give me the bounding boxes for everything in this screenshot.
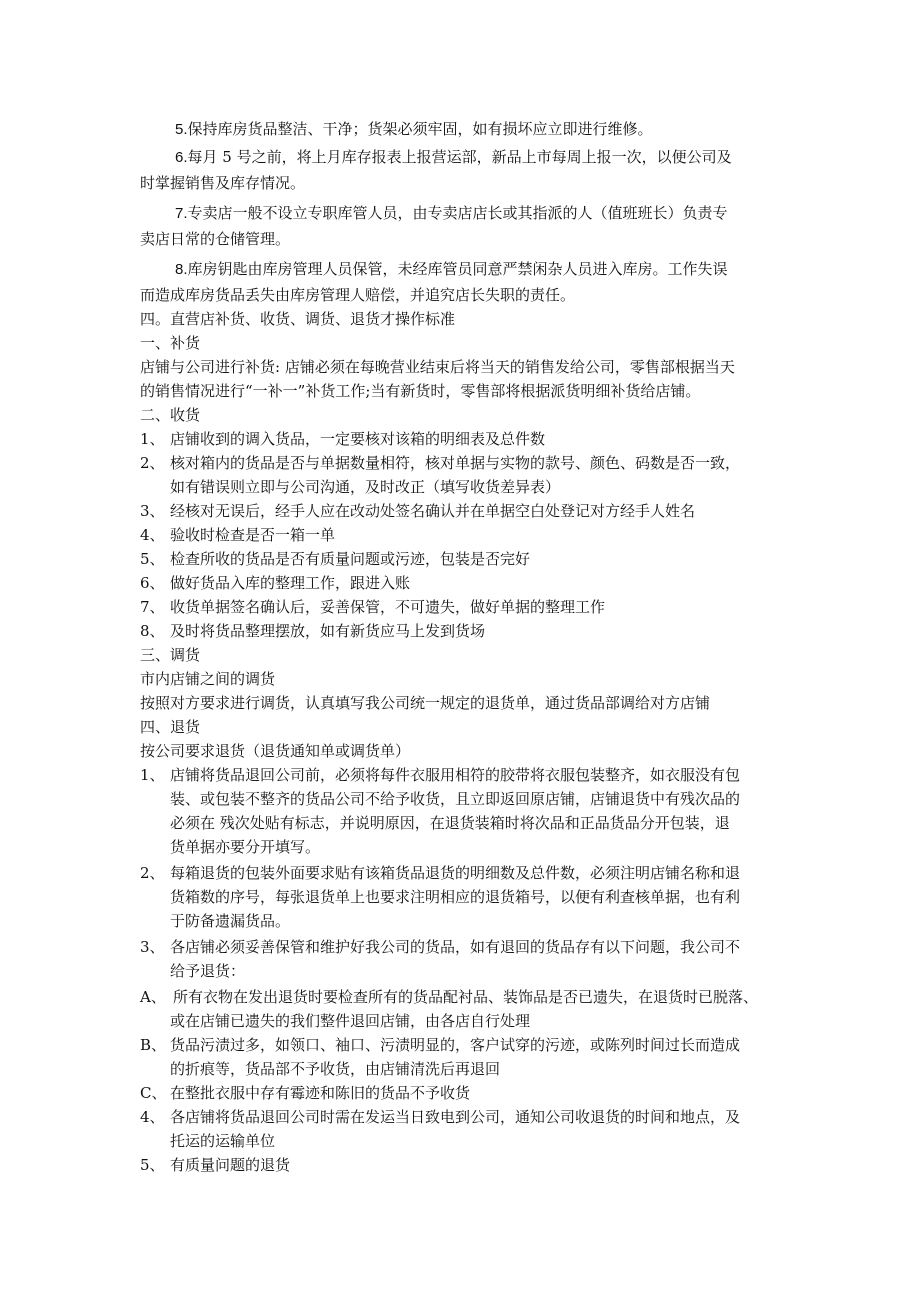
receive-item-8 — [140, 619, 165, 643]
returns-item-5-line-1: 有质量问题的退货 — [170, 1156, 291, 1174]
para-6-continuation: 时掌握销售及库存情况。 — [140, 174, 306, 192]
receive-item-3-text: 经核对无误后，经手人应在改动处签名确认并在单据空白处登记对方经手人姓名 — [170, 502, 696, 520]
returns-item-b-number: B、 — [140, 1036, 167, 1054]
list-number: 5、 — [140, 550, 165, 568]
receive-item-5-text: 检查所收的货品是否有质量问题或污迹，包装是否完好 — [170, 550, 531, 568]
para-6-text: 每月 5 号之前，将上月库存报表上报营运部，新品上市每周上报一次，以便公司及 — [187, 148, 732, 166]
returns-item-3-line-1: 各店铺必须妥善保管和维护好我公司的货品，如有退回的货品存有以下问题，我公司不 — [170, 938, 741, 956]
returns-item-2-number: 2、 — [140, 864, 165, 882]
list-number: 8、 — [140, 622, 165, 640]
returns-item-1-number: 1、 — [140, 766, 165, 784]
receive-item-5 — [140, 547, 165, 571]
para-7-continuation: 卖店日常的仓储管理。 — [140, 230, 291, 248]
returns-item-3-line-2: 给予退货： — [170, 962, 246, 980]
returns-item-5-number: 5、 — [140, 1156, 165, 1174]
returns-item-1-line-1: 店铺将货品退回公司前，必须将每件衣服用相符的胶带将衣服包装整齐，如衣服没有包 — [170, 766, 741, 784]
returns-item-b-line-1: 货品污渍过多，如领口、袖口、污渍明显的，客户试穿的污迹，或陈列时间过长而造成 — [170, 1036, 741, 1054]
heading-receive: 二、收货 — [140, 406, 201, 424]
returns-item-2-line-1: 每箱退货的包装外面要求贴有该箱货品退货的明细数及总件数，必须注明店铺名称和退 — [170, 864, 741, 882]
returns-subheading: 按公司要求退货（退货通知单或调货单） — [140, 742, 411, 760]
para-8-number: 8. — [175, 261, 188, 278]
returns-item-1-line-4: 货单据亦要分开填写。 — [170, 838, 321, 856]
para-6-number: 6. — [175, 149, 188, 166]
receive-item-2-continuation: 如有错误则立即与公司沟通，及时改正（填写收货差异表） — [170, 478, 561, 496]
returns-item-2-line-3: 于防备遗漏货品。 — [170, 912, 291, 930]
receive-item-7-text: 收货单据签名确认后，妥善保管，不可遗失，做好单据的整理工作 — [170, 598, 606, 616]
returns-item-a-number: A、 — [140, 988, 166, 1006]
returns-item-c-line-1: 在整批衣服中存有霉迹和陈旧的货品不予收货 — [170, 1084, 471, 1102]
receive-item-1 — [140, 427, 165, 451]
list-number: 6、 — [140, 574, 165, 592]
returns-item-4-line-2: 托运的运输单位 — [170, 1132, 276, 1150]
list-number: 1、 — [140, 430, 165, 448]
para-7-text: 专卖店一般不设立专职库管人员，由专卖店店长或其指派的人（值班班长）负责专 — [187, 204, 728, 222]
returns-item-2-line-2: 货箱数的序号，每张退货单上也要求注明相应的退货箱号，以便有利查核单据，也有利 — [170, 888, 741, 906]
receive-item-3 — [140, 499, 165, 523]
receive-item-2-text: 核对箱内的货品是否与单据数量相符，核对单据与实物的款号、颜色、码数是否一致， — [170, 454, 741, 472]
para-7-number: 7. — [175, 205, 188, 222]
heading-returns: 四、退货 — [140, 718, 201, 736]
list-number: 2、 — [140, 454, 165, 472]
para-6 — [175, 145, 732, 170]
returns-item-4-line-1: 各店铺将货品退回公司时需在发运当日致电到公司，通知公司收退货的时间和地点，及 — [170, 1108, 741, 1126]
replenish-text-1: 店铺与公司进行补货: 店铺必须在每晚营业结束后将当天的销售发给公司，零售部根据当天 — [140, 358, 735, 376]
list-number: 4、 — [140, 526, 165, 544]
returns-item-4-number: 4、 — [140, 1108, 165, 1126]
receive-item-6-text: 做好货品入库的整理工作，跟进入账 — [170, 574, 411, 592]
returns-item-1-line-3: 必须在 残次处贴有标志，并说明原因，在退货装箱时将次品和正品货品分开包装，退 — [170, 814, 730, 832]
transfer-text: 按照对方要求进行调货，认真填写我公司统一规定的退货单，通过货品部调给对方店铺 — [140, 694, 711, 712]
receive-item-4-text: 验收时检查是否一箱一单 — [170, 526, 336, 544]
para-5-text: 保持库房货品整洁、干净；货架必须牢固，如有损坏应立即进行维修。 — [187, 120, 653, 138]
returns-item-c-number: C、 — [140, 1084, 167, 1102]
list-number: 7、 — [140, 598, 165, 616]
receive-item-4 — [140, 523, 165, 547]
para-8 — [175, 257, 728, 282]
para-8-continuation: 而造成库房货品丢失由库房管理人赔偿，并追究店长失职的责任。 — [140, 286, 576, 304]
section-title: 四。直营店补货、收货、调货、退货才操作标准 — [140, 310, 456, 328]
returns-item-a-line-2: 或在店铺已遗失的我们整件退回店铺，由各店自行处理 — [170, 1012, 531, 1030]
transfer-subheading: 市内店铺之间的调货 — [140, 670, 276, 688]
para-8-text: 库房钥匙由库房管理人员保管，未经库管员同意严禁闲杂人员进入库房。工作失误 — [187, 260, 728, 278]
receive-item-1-text: 店铺收到的调入货品，一定要核对该箱的明细表及总件数 — [170, 430, 546, 448]
returns-item-b-line-2: 的折痕等，货品部不予收货，由店铺清洗后再退回 — [170, 1060, 501, 1078]
returns-item-a-line-1: 所有衣物在发出退货时要检查所有的货品配衬品、装饰品是否已遗失，在退货时已脱落、 — [173, 988, 759, 1006]
receive-item-6 — [140, 571, 165, 595]
receive-item-2 — [140, 451, 165, 475]
para-7 — [175, 201, 728, 226]
para-5-number: 5. — [175, 121, 188, 138]
receive-item-8-text: 及时将货品整理摆放，如有新货应马上发到货场 — [170, 622, 486, 640]
replenish-text-2: 的销售情况进行“一补一”补货工作;当有新货时，零售部将根据派货明细补货给店铺。 — [140, 382, 701, 400]
para-5 — [175, 117, 653, 142]
heading-transfer: 三、调货 — [140, 646, 201, 664]
returns-item-3-number: 3、 — [140, 938, 165, 956]
list-number: 3、 — [140, 502, 165, 520]
heading-replenish: 一、补货 — [140, 334, 201, 352]
receive-item-7 — [140, 595, 165, 619]
returns-item-1-line-2: 装、或包装不整齐的货品公司不给予收货，且立即返回原店铺，店铺退货中有残次品的 — [170, 790, 741, 808]
